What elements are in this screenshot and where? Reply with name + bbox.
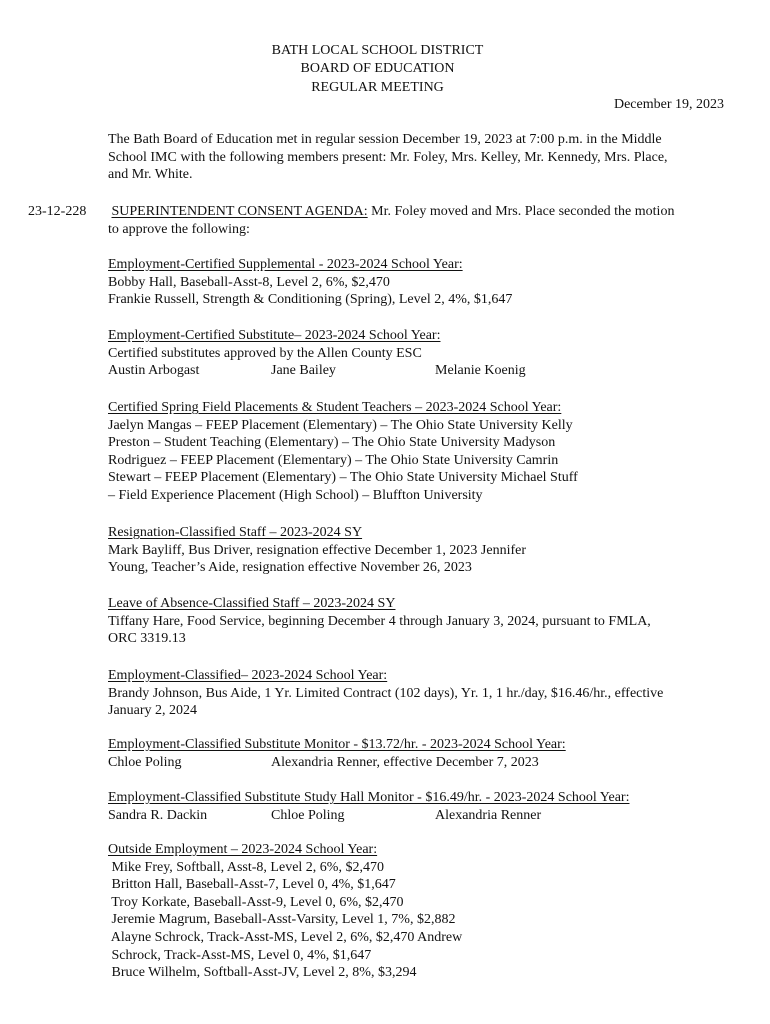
monitor-name: Alexandria Renner, effective December 7, 2023 [271, 754, 539, 770]
section-line: Jaelyn Mangas – FEEP Placement (Elementary) – The Ohio State University Kelly [108, 417, 573, 433]
section-line: Jeremie Magrum, Baseball-Asst-Varsity, Level 1, 7%, $2,882 [108, 912, 456, 928]
section-heading: Employment-Certified Supplemental - 2023-2024 School Year: [108, 257, 463, 272]
resolution-paragraph [108, 203, 728, 238]
section-line: Mark Bayliff, Bus Driver, resignation effective December 1, 2023 Jennifer [108, 542, 527, 558]
resolution-line [108, 203, 728, 221]
section-certified-substitute [108, 327, 728, 380]
section-heading: Leave of Absence-Classified Staff – 2023-2024 SY [108, 596, 396, 611]
section-line: Bobby Hall, Baseball-Asst-8, Level 2, 6%, $2,470 [108, 274, 390, 290]
section-sub-monitor [108, 736, 728, 771]
substitute-name: Jane Bailey [271, 363, 336, 379]
section-heading: Employment-Classified Substitute Monitor - $13.72/hr. - 2023-2024 School Year: [108, 737, 566, 752]
document-header [0, 42, 755, 97]
study-hall-name: Alexandria Renner [435, 807, 542, 823]
study-hall-name: Sandra R. Dackin [108, 807, 208, 823]
section-leave [108, 595, 728, 648]
section-line: Troy Korkate, Baseball-Asst-9, Level 0, 6%, $2,470 [108, 894, 404, 910]
sub-monitor-row [108, 754, 728, 772]
section-heading: Employment-Classified– 2023-2024 School Year: [108, 668, 388, 683]
study-hall-name: Chloe Poling [271, 807, 345, 823]
section-classified [108, 667, 728, 720]
section-line: – Field Experience Placement (High School) – Bluffton University [108, 487, 483, 503]
section-heading: Certified Spring Field Placements & Student Teachers – 2023-2024 School Year: [108, 400, 562, 415]
section-line: Brandy Johnson, Bus Aide, 1 Yr. Limited Contract (102 days), Yr. 1, 1 hr./day, $16.46/hr., effective [108, 685, 664, 701]
resolution-line-2: to approve the following: [108, 221, 250, 237]
section-heading: Resignation-Classified Staff – 2023-2024 SY [108, 525, 363, 540]
section-line: Rodriguez – FEEP Placement (Elementary) – The Ohio State University Camrin [108, 452, 559, 468]
intro-line: The Bath Board of Education met in regular session December 19, 2023 at 7:00 p.m. in the Middle [108, 132, 662, 147]
section-field-placements [108, 399, 728, 505]
section-line: Mike Frey, Softball, Asst-8, Level 2, 6%, $2,470 [108, 859, 384, 875]
intro-line: and Mr. White. [108, 167, 193, 183]
section-line: Alayne Schrock, Track-Asst-MS, Level 2, 6%, $2,470 Andrew [108, 929, 463, 945]
study-hall-names-row [108, 807, 728, 825]
section-study-hall [108, 789, 728, 824]
section-outside-employment [108, 841, 728, 982]
section-line: Bruce Wilhelm, Softball-Asst-JV, Level 2, 8%, $3,294 [108, 965, 417, 981]
substitute-name: Austin Arbogast [108, 363, 200, 379]
board-name: BOARD OF EDUCATION [300, 61, 455, 77]
section-heading: Employment-Classified Substitute Study Hall Monitor - $16.49/hr. - 2023-2024 School Year: [108, 790, 630, 805]
section-line: Preston – Student Teaching (Elementary) – The Ohio State University Madyson [108, 435, 556, 451]
intro-paragraph [108, 131, 728, 184]
section-heading: Outside Employment – 2023-2024 School Year: [108, 842, 378, 857]
section-line: Britton Hall, Baseball-Asst-7, Level 0, 4%, $1,647 [108, 877, 396, 893]
section-certified-supplemental [108, 256, 728, 309]
section-line: Stewart – FEEP Placement (Elementary) – The Ohio State University Michael Stuff [108, 470, 578, 486]
resolution-heading: SUPERINTENDENT CONSENT AGENDA: [111, 204, 368, 219]
meeting-date: December 19, 2023 [613, 97, 724, 112]
section-line: Young, Teacher’s Aide, resignation effective November 26, 2023 [108, 560, 472, 576]
section-line: ORC 3319.13 [108, 631, 186, 647]
section-line: Schrock, Track-Asst-MS, Level 0, 4%, $1,647 [108, 947, 372, 963]
section-line: Certified substitutes approved by the Allen County ESC [108, 345, 422, 361]
district-name: BATH LOCAL SCHOOL DISTRICT [271, 43, 484, 58]
meeting-type: REGULAR MEETING [311, 79, 444, 95]
section-line: Frankie Russell, Strength & Conditioning (Spring), Level 2, 4%, $1,647 [108, 292, 513, 308]
monitor-name: Chloe Poling [108, 754, 182, 770]
section-resignation [108, 524, 728, 577]
intro-line: School IMC with the following members present: Mr. Foley, Mrs. Kelley, Mr. Kennedy, Mrs. Place, [108, 149, 668, 165]
section-line: Tiffany Hare, Food Service, beginning December 4 through January 3, 2024, pursuant to FMLA, [108, 613, 651, 629]
substitute-name: Melanie Koenig [435, 363, 526, 379]
resolution-number: 23-12-228 [28, 204, 87, 219]
substitute-names-row [108, 362, 728, 380]
resolution-text: Mr. Foley moved and Mrs. Place seconded the motion [367, 204, 675, 219]
section-line: January 2, 2024 [108, 703, 198, 719]
section-heading: Employment-Certified Substitute– 2023-2024 School Year: [108, 328, 441, 343]
